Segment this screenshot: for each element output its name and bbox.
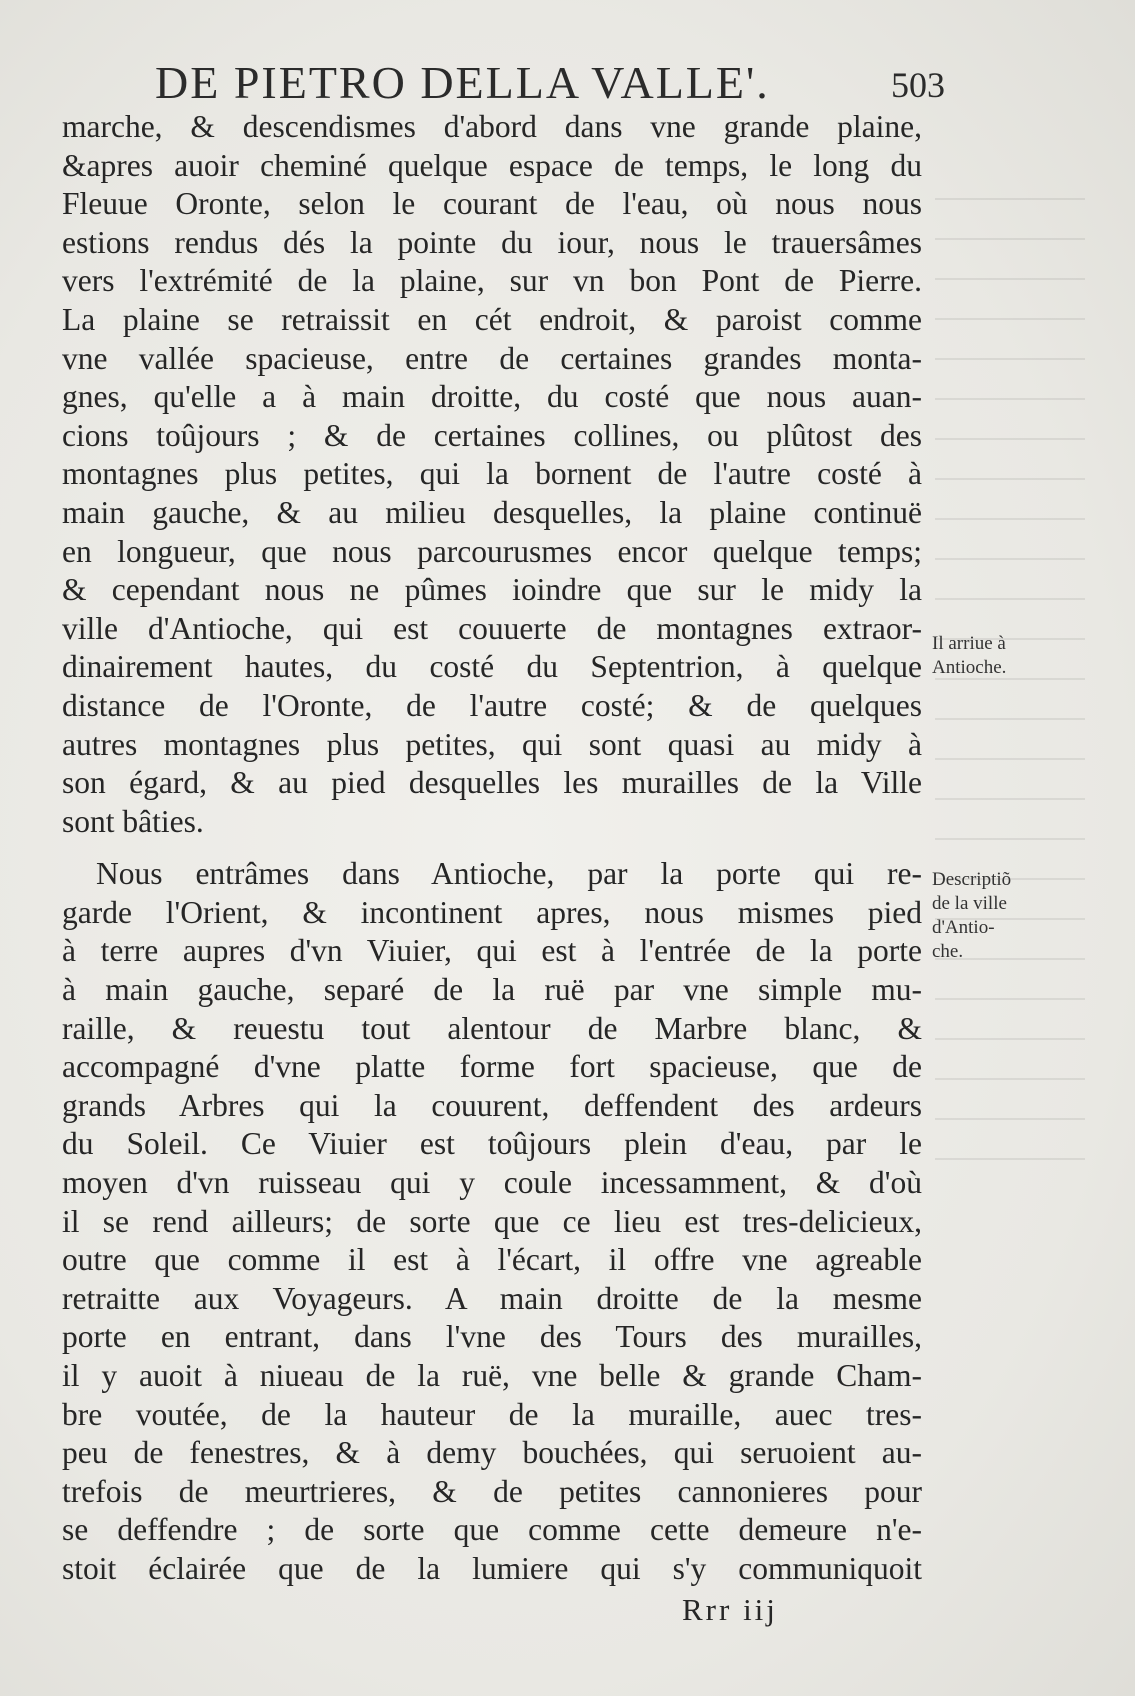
text-line: vne vallée spacieuse, entre de certaines grandes monta- — [62, 340, 922, 376]
text-line: & cependant nous ne pûmes ioindre que sur le midy la — [62, 572, 922, 608]
text-line: à terre aupres d'vn Viuier, qui est à l'entrée de la porte — [62, 933, 922, 969]
text-line: outre que comme il est à l'écart, il offre vne agreable — [62, 1242, 922, 1278]
text-line: raille, & reuestu tout alentour de Marbre blanc, & — [62, 1010, 922, 1046]
text-line: autres montagnes plus petites, qui sont quasi au midy à — [62, 726, 922, 762]
text-line: marche, & descendismes d'abord dans vne grande plaine, — [62, 109, 922, 144]
marginal-note-line: Il arriue à — [932, 633, 1006, 654]
body-text — [62, 108, 922, 1589]
marginal-note-description — [932, 868, 1011, 964]
text-line: vers l'extrémité de la plaine, sur vn bon Pont de Pierre. — [62, 263, 922, 299]
text-line: stoit éclairée que de la lumiere qui s'y communiquoit — [62, 1550, 922, 1586]
text-line: Nous entrâmes dans Antioche, par la porte qui re- — [96, 856, 922, 892]
text-line: montagnes plus petites, qui la bornent de l'autre costé à — [62, 456, 922, 492]
text-line: trefois de meurtrieres, & de petites cannonieres pour — [62, 1473, 922, 1509]
text-line: il se rend ailleurs; de sorte que ce lieu est tres-delicieux, — [62, 1203, 922, 1239]
text-line: bre voutée, de la hauteur de la muraille, auec tres- — [62, 1396, 922, 1432]
marginal-note-line: che. — [932, 941, 964, 962]
text-line: gnes, qu'elle a à main droitte, du costé que nous auan- — [62, 379, 922, 415]
text-line: distance de l'Oronte, de l'autre costé; & de quelques — [62, 687, 922, 723]
marginal-note-line: d'Antio- — [932, 917, 995, 938]
text-line: porte en entrant, dans l'vne des Tours des murailles, — [62, 1319, 922, 1355]
text-line: son égard, & au pied desquelles les murailles de la Ville — [62, 765, 922, 801]
text-line: La plaine se retraissit en cét endroit, & paroist comme — [62, 301, 922, 337]
text-line: il y auoit à niueau de la ruë, vne belle & grande Cham- — [62, 1358, 922, 1393]
paragraph-1 — [62, 108, 922, 841]
text-line: cions toûjours ; & de certaines collines, ou plûtost des — [62, 417, 922, 453]
text-line: retraitte aux Voyageurs. A main droitte de la mesme — [62, 1280, 922, 1316]
marginal-note-line: de la ville — [932, 893, 1007, 914]
text-line: en longueur, que nous parcourusmes encor quelque temps; — [62, 533, 922, 569]
paragraph-2 — [62, 855, 922, 1588]
text-line: sont bâties. — [62, 803, 204, 839]
text-line: moyen d'vn ruisseau qui y coule incessamment, & d'où — [62, 1165, 922, 1201]
text-line: grands Arbres qui la couurent, deffendent des ardeurs — [62, 1087, 922, 1123]
text-line: à main gauche, separé de la ruë par vne simple mu- — [62, 972, 922, 1008]
text-line: accompagné d'vne platte forme fort spacieuse, que de — [62, 1049, 922, 1085]
text-line: ville d'Antioche, qui est couuerte de montagnes extraor- — [62, 610, 922, 646]
marginal-note-arrival — [932, 632, 1006, 680]
paragraph-gap — [62, 841, 922, 855]
text-line: main gauche, & au milieu desquelles, la plaine continuë — [62, 494, 922, 530]
signature-mark: Rrr iij — [682, 1592, 778, 1627]
text-line: garde l'Orient, & incontinent apres, nous mismes pied — [62, 894, 922, 930]
text-line: Fleuue Oronte, selon le courant de l'eau, où nous nous — [62, 186, 922, 222]
text-line: du Soleil. Ce Viuier est toûjours plein d'eau, par le — [62, 1126, 922, 1162]
text-line: dinairement hautes, du costé du Septentrion, à quelque — [62, 649, 922, 685]
page-number: 503 — [891, 65, 945, 105]
running-title: DE PIETRO DELLA VALLE'. — [155, 57, 770, 108]
marginal-note-line: Antioche. — [932, 657, 1007, 678]
text-line: peu de fenestres, & à demy bouchées, qui seruoient au- — [62, 1435, 922, 1471]
marginal-note-line: Descriptiõ — [932, 869, 1012, 890]
running-head — [155, 50, 945, 110]
text-line: estions rendus dés la pointe du iour, nous le trauersâmes — [62, 224, 922, 260]
text-line: se deffendre ; de sorte que comme cette demeure n'e- — [62, 1512, 922, 1548]
text-line: &apres auoir cheminé quelque espace de temps, le long du — [62, 147, 922, 183]
